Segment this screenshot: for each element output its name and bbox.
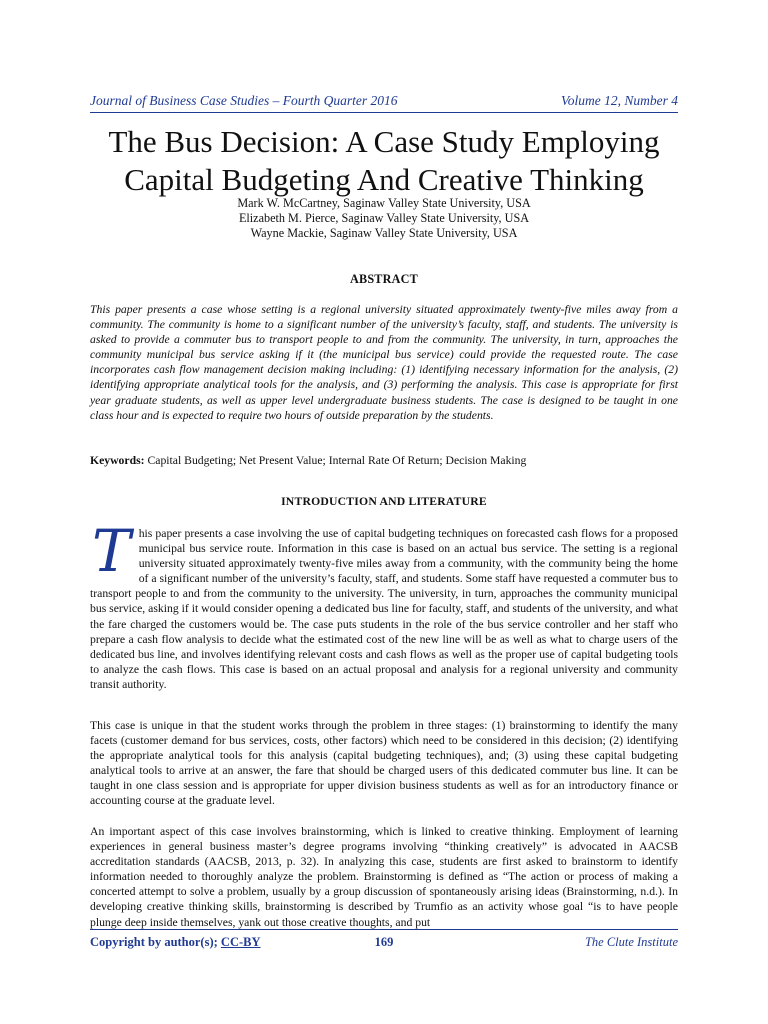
intro-paragraph-1 <box>90 517 678 692</box>
keywords-label: Keywords: <box>90 454 145 467</box>
license-link[interactable]: CC-BY <box>220 935 261 949</box>
running-header <box>90 92 678 113</box>
publisher-name: The Clute Institute <box>584 935 678 949</box>
page-footer <box>90 929 678 953</box>
section-heading: INTRODUCTION AND LITERATURE <box>281 495 487 508</box>
author-3: Wayne Mackie, Saginaw Valley State University, USA <box>250 226 518 240</box>
page-number: 169 <box>374 935 394 949</box>
abstract-heading: ABSTRACT <box>350 272 418 286</box>
author-1: Mark W. McCartney, Saginaw Valley State University, USA <box>237 196 531 210</box>
intro-paragraph-1-text: his paper presents a case involving the use of capital budgeting techniques on forecasted cash flows for a proposed municipal bus service route. Information in this case is based on an actual bus service. The setting is a regional university situated approximately twenty-five miles away from a community, with the community being the home of a significant number of the university’s faculty, staff, and students. Some staff have requested a commuter bus to transport people to and from the community to the university. The university, in turn, approaches the community municipal bus service, asking if it would consider opening a dedicated bus line for faculty, staff, and students of the university, and what the fare charged the customers would be. The case puts students in the role of the bus service controller and her staff who prepare a cash flow analysis to decide what the estimated cost of the new line will be as well as what to charge users of the dedicated bus line, and involves identifying relevant costs and cash flows as well as the proper use of capital budgeting tools to analyze the cash flows. This case is based on an actual proposal and analysis for a regional university and community transit authority. <box>90 527 678 691</box>
author-2: Elizabeth M. Pierce, Saginaw Valley State University, USA <box>238 211 530 225</box>
intro-paragraph-3: An important aspect of this case involves brainstorming, which is linked to creative thinking. Employment of learning experiences in general business master’s degree programs involving “thinking creatively” is advocated in AACSB accreditation standards (AACSB, 2013, p. 32). In analyzing this case, students are first asked to brainstorm to identify information needed to thoroughly analyze the problem. Brainstorming is defined as “The action or process of making a concerted attempt to solve a problem, usually by a group discussion of spontaneously arising ideas (Brainstorming, n.d.). In developing creative thinking skills, brainstorming is described by Trumfio as an activity whose goal “is to have people plunge deep inside themselves, yank out those creative thoughts, and put <box>90 825 678 929</box>
title-line-1: The Bus Decision: A Case Study Employing <box>108 124 660 159</box>
paper-title <box>60 123 708 199</box>
keywords-text: Capital Budgeting; Net Present Value; Internal Rate Of Return; Decision Making <box>147 454 527 467</box>
journal-name: Journal of Business Case Studies – Fourth Quarter 2016 <box>90 93 398 108</box>
volume-number: Volume 12, Number 4 <box>561 93 678 108</box>
title-line-2: Capital Budgeting And Creative Thinking <box>124 162 644 197</box>
drop-cap: T <box>92 517 131 585</box>
intro-paragraph-2: This case is unique in that the student works through the problem in three stages: (1) brainstorming to identify the many facets (customer demand for bus services, costs, other factors) which need to be considered in this decision; (2) identifying the appropriate analytical tools for this analysis (capital budgeting techniques), and; (3) using these capital budgeting analytical tools to arrive at an answer, the fare that should be charged users of this dedicated commuter bus line. It can be taught in one class session and is appropriate for upper division business students as well as for an introductory finance or accounting course at the graduate level. <box>90 719 678 808</box>
author-list <box>90 196 678 241</box>
copyright-text: Copyright by author(s); <box>90 935 218 949</box>
abstract-text: This paper presents a case whose setting is a regional university situated approximately twenty-five miles away from a community. The community is home to a significant number of the university’s faculty, staff, and students. The university is asked to provide a commuter bus to transport people to and from the community. The university, in turn, approaches the community municipal bus service asking if it (the municipal bus service) could provide the requested route. The case incorporates cash flow management decision making including: (1) identifying necessary information for the analysis, (2) identifying appropriate analytical tools for the analysis, and (3) performing the analysis. This case is appropriate for first year graduate students, as well as upper level undergraduate business students. The case is designed to be taught in one class hour and is expected to require two hours of outside preparation by the students. <box>90 303 678 422</box>
keywords <box>90 453 678 468</box>
